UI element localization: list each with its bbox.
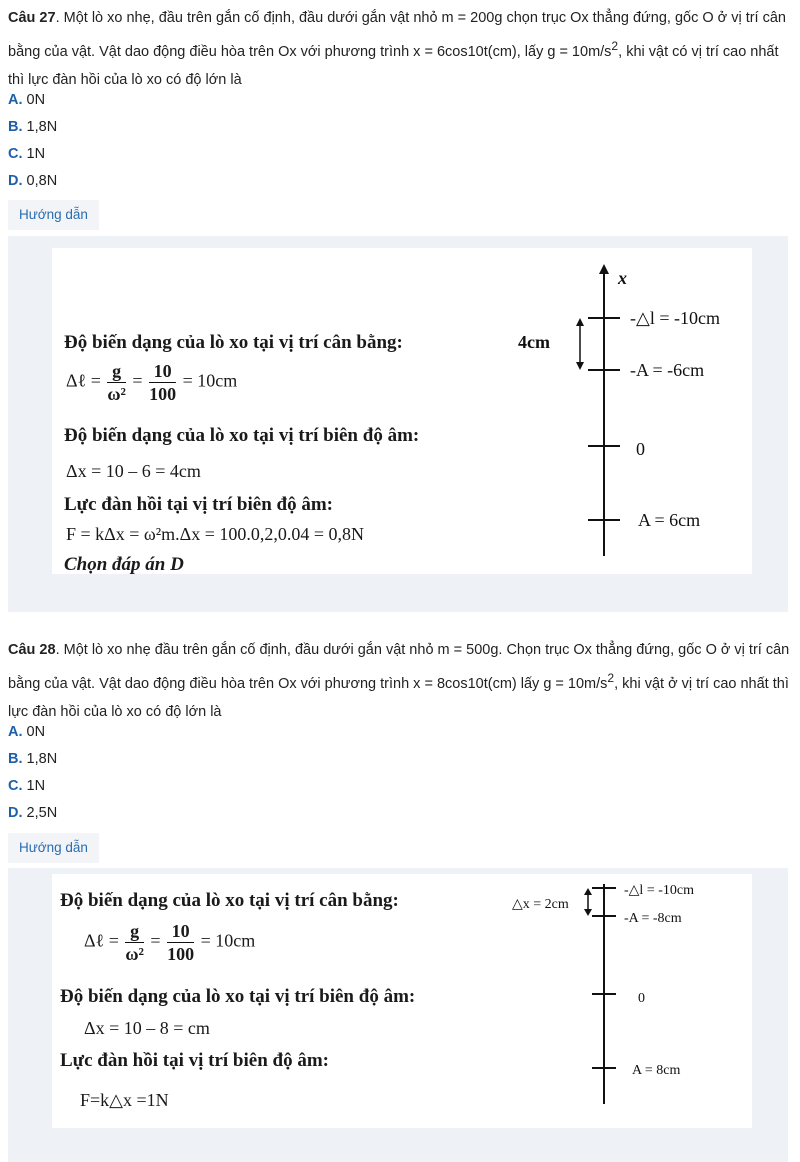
q27-sol-line1: Độ biến dạng của lò xo tại vị trí cân bằng:	[64, 332, 403, 353]
q27-option-d[interactable]: D. 0,8N	[8, 173, 58, 189]
q27-sol-eq3: F = kΔx = ω²m.Δx = 100.0,2,0.04 = 0,8N	[66, 524, 365, 544]
q28-label-dx: △x = 2cm	[512, 897, 569, 912]
q27-sol-line2: Độ biến dạng của lò xo tại vị trí biên độ âm:	[64, 425, 420, 446]
q27-solution-panel	[8, 236, 788, 612]
q27-label-A: A = 6cm	[638, 510, 701, 530]
q28-label: Câu 28	[8, 642, 56, 658]
q28-axis-diagram	[452, 876, 752, 1108]
q27-option-b[interactable]: B. 1,8N	[8, 119, 58, 135]
q28-guide-button[interactable]: Hướng dẫn	[8, 833, 99, 863]
q28-option-b[interactable]: B. 1,8N	[8, 751, 58, 767]
q27-axis-diagram	[512, 258, 752, 558]
q27-option-c[interactable]: C. 1N	[8, 146, 46, 162]
q27-sol-line4: Chọn đáp án D	[64, 554, 184, 575]
q27-sol-eq2: Δx = 10 – 6 = 4cm	[66, 461, 201, 481]
q28-option-a[interactable]: A. 0N	[8, 724, 46, 740]
q27-gap-arrow-down-icon	[576, 362, 584, 370]
q28-sol-line2: Độ biến dạng của lò xo tại vị trí biên độ âm:	[60, 986, 416, 1007]
q27-label-dl: -△l = -10cm	[630, 308, 720, 328]
q28-gap-arrow-down-icon	[584, 909, 592, 916]
q27-sol-line3: Lực đàn hồi tại vị trí biên độ âm:	[64, 494, 333, 515]
q28-option-d[interactable]: D. 2,5N	[8, 805, 58, 821]
q28-gap-arrow-up-icon	[584, 888, 592, 895]
q28-solution-panel	[8, 868, 788, 1162]
q27-label-4cm: 4cm	[518, 332, 550, 352]
q28-solution-card	[52, 874, 752, 1128]
q28-sol-line3: Lực đàn hồi tại vị trí biên độ âm:	[60, 1050, 329, 1071]
q28-sol-eq2: Δx = 10 – 8 = cm	[84, 1018, 210, 1038]
q28-label-dl: -△l = -10cm	[624, 883, 694, 898]
q27-axis-label: x	[618, 268, 627, 288]
q28-sol-eq1: Δℓ = $\frac{g}{\text{ω²}}$ = $\frac{10}{100}$ = 10cm	[84, 921, 256, 964]
q28-sol-line1: Độ biến dạng của lò xo tại vị trí cân bằng:	[60, 890, 399, 911]
q27-solution-card	[52, 248, 752, 574]
q27-option-a[interactable]: A. 0N	[8, 92, 46, 108]
q28-stem: Câu 28. Một lò xo nhẹ đầu trên gắn cố định, đầu dưới gắn vật nhỏ m = 500g. Chọn trục Ox thẳng đứng, gốc O ở vị trí cân bằng của vật. Vật dao động điều hòa trên Ox với phương trình x = 8cos10t(cm) lấy $g = 10m/s^2$, khi vật ở vị trí cao nhất thì lực đàn hồi của lò xo có độ lớn là	[8, 642, 790, 720]
q28-label-A: A = 8cm	[632, 1063, 681, 1078]
q27-stem: Câu 27. Một lò xo nhẹ, đầu trên gắn cố định, đầu dưới gắn vật nhỏ m = 200g chọn trục Ox thẳng đứng, gốc O ở vị trí cân bằng của vật. Vật dao động điều hòa trên Ox với phương trình x = 6cos10t(cm), lấy $g = 10m/s^2$, khi vật có vị trí cao nhất thì lực đàn hồi của lò xo có độ lớn là	[8, 10, 786, 88]
q28-label-0: 0	[638, 991, 645, 1006]
q27-axis-arrow-icon	[599, 264, 609, 274]
q27-guide-button[interactable]: Hướng dẫn	[8, 200, 99, 230]
q28-label-negA: -A = -8cm	[624, 911, 682, 926]
q27-label-0: 0	[636, 439, 645, 459]
q28-option-c[interactable]: C. 1N	[8, 778, 46, 794]
q27-sol-eq1: Δℓ = $\frac{g}{\text{ω²}}$ = $\frac{10}{100}$ = 10cm	[66, 361, 238, 404]
q27-gap-arrow-up-icon	[576, 318, 584, 326]
q27-label-negA: -A = -6cm	[630, 360, 705, 380]
q28-sol-eq3: F=k△x =1N	[80, 1090, 169, 1110]
q27-label: Câu 27	[8, 10, 56, 26]
